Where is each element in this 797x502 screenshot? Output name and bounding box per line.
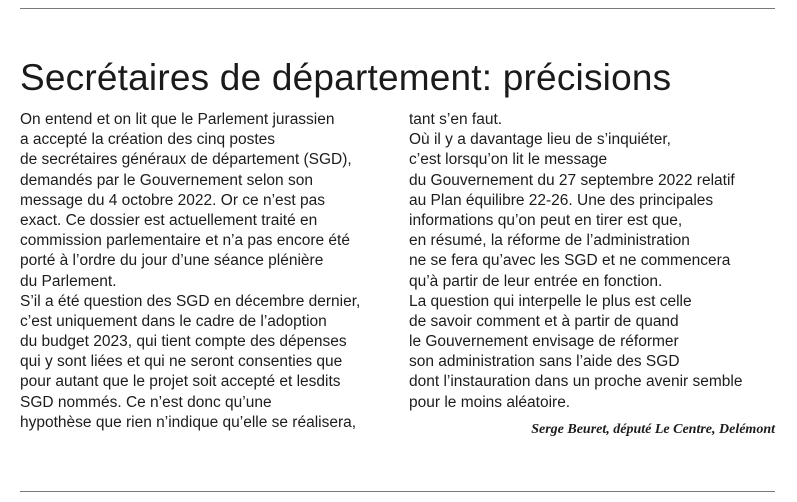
text-line: hypothèse que rien n’indique qu’elle se réalisera, xyxy=(20,413,357,431)
text-line: c’est uniquement dans le cadre de l’adoption xyxy=(20,312,327,330)
text-line: a accepté la création des cinq postes xyxy=(20,131,276,149)
text-line: tant s’en faut. xyxy=(409,111,503,128)
text-line: de secrétaires généraux de département (SGD), xyxy=(20,151,352,169)
article-column-right xyxy=(409,110,779,413)
text-line: SGD nommés. Ce n’est donc qu’une xyxy=(20,393,272,411)
text-line: qu’à partir de leur entrée en fonction. xyxy=(409,272,663,290)
text-line: qui y sont liées et qui ne seront consenties que xyxy=(20,353,343,371)
text-line: ne se fera qu’avec les SGD et ne commencera xyxy=(409,252,731,270)
text-line: au Plan équilibre 22-26. Une des principales xyxy=(409,191,714,209)
text-line: dont l’instauration dans un proche avenir semble xyxy=(409,373,743,391)
text-line: son administration sans l’aide des SGD xyxy=(409,353,680,371)
text-line: le Gouvernement envisage de réformer xyxy=(409,333,679,351)
text-line: La question qui interpelle le plus est celle xyxy=(409,292,692,310)
text-line: On entend et on lit que le Parlement jurassien xyxy=(20,111,335,128)
article-headline: Secrétaires de département: précisions xyxy=(20,57,672,98)
text-line: pour le moins aléatoire. xyxy=(409,393,571,411)
text-line: demandés par le Gouvernement selon son xyxy=(20,171,313,189)
text-line: c’est lorsqu’on lit le message xyxy=(409,151,608,169)
article-column-left xyxy=(20,110,392,433)
text-line: du budget 2023, qui tient compte des dépenses xyxy=(20,333,347,351)
text-line: Où il y a davantage lieu de s’inquiéter, xyxy=(409,131,671,149)
author-signature: Serge Beuret, député Le Centre, Delémont xyxy=(531,422,775,437)
top-divider xyxy=(20,8,775,9)
text-line: informations qu’on peut en tirer est que, xyxy=(409,211,683,229)
text-line: S’il a été question des SGD en décembre dernier, xyxy=(20,292,361,310)
text-line: du Parlement. xyxy=(20,272,117,290)
text-line: exact. Ce dossier est actuellement traité en xyxy=(20,211,318,229)
bottom-divider xyxy=(20,491,775,492)
text-line: commission parlementaire et n’a pas encore été xyxy=(20,232,350,250)
text-line: du Gouvernement du 27 septembre 2022 relatif xyxy=(409,171,735,189)
text-line: porté à l’ordre du jour d’une séance plénière xyxy=(20,252,324,270)
text-line: pour autant que le projet soit accepté et lesdits xyxy=(20,373,341,391)
text-line: message du 4 octobre 2022. Or ce n’est pas xyxy=(20,191,326,209)
text-line: de savoir comment et à partir de quand xyxy=(409,312,679,330)
text-line: en résumé, la réforme de l’administration xyxy=(409,232,690,250)
